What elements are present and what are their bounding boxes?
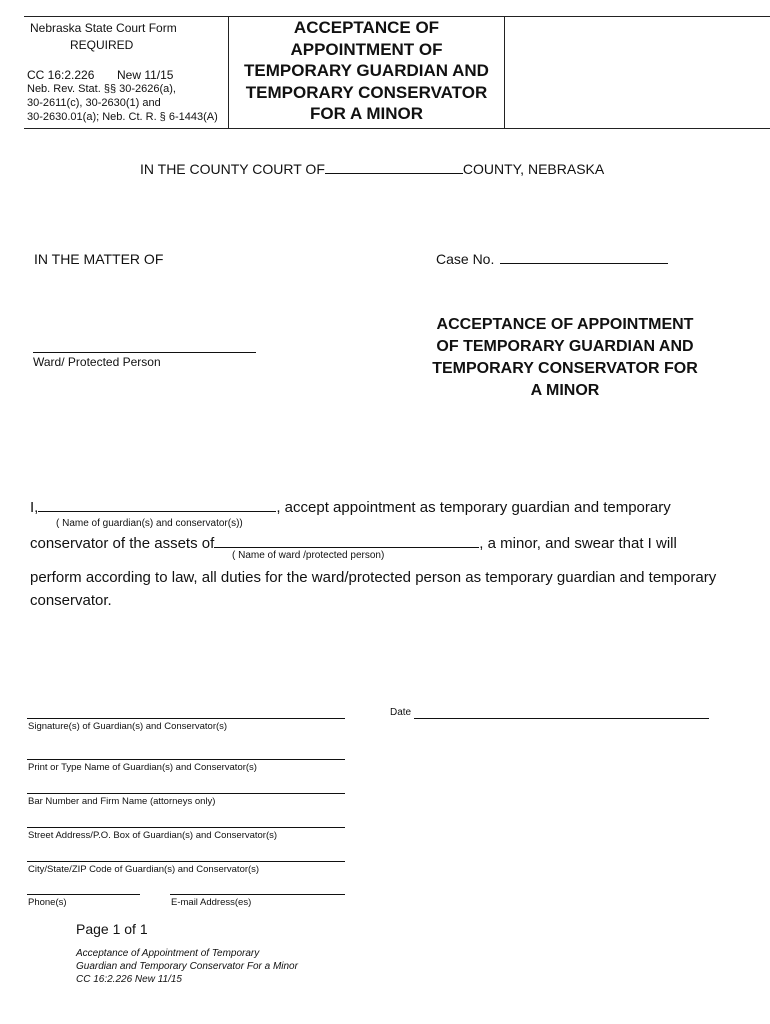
- header-title-line2: APPOINTMENT OF: [290, 40, 443, 59]
- statutes-line3: 30-2630.01(a); Neb. Ct. R. § 6-1443(A): [27, 111, 218, 123]
- ward-label: Ward/ Protected Person: [33, 355, 161, 369]
- body-line4: conservator.: [30, 592, 112, 609]
- doc-title-line3: TEMPORARY CONSERVATOR FOR: [432, 360, 698, 377]
- body-line3: perform according to law, all duties for the ward/protected person as temporary guardian and temporary: [30, 569, 717, 586]
- accept-text: , accept appointment as temporary guardian and temporary: [276, 499, 671, 516]
- date-label: Date: [390, 707, 412, 718]
- required-label: REQUIRED: [70, 38, 134, 52]
- doc-title-line1: ACCEPTANCE OF APPOINTMENT: [436, 316, 694, 333]
- bar-number-line[interactable]: [27, 793, 345, 794]
- court-suffix: COUNTY, NEBRASKA: [462, 161, 605, 177]
- bar-number-label: Bar Number and Firm Name (attorneys only): [28, 796, 216, 807]
- phone-line[interactable]: [27, 894, 140, 895]
- footer-line1: Acceptance of Appointment of Temporary: [76, 948, 260, 959]
- case-number: [436, 249, 668, 267]
- form-org: Nebraska State Court Form: [30, 21, 177, 35]
- assets-prefix: conservator of the assets of: [30, 535, 215, 552]
- page-number: Page 1 of 1: [76, 921, 148, 937]
- county-field[interactable]: [325, 159, 463, 174]
- footer-line2: Guardian and Temporary Conservator For a Minor: [76, 961, 298, 972]
- matter-of: IN THE MATTER OF: [34, 251, 164, 267]
- date-line[interactable]: [414, 718, 709, 719]
- statutes-line1: Neb. Rev. Stat. §§ 30-2626(a),: [27, 83, 176, 95]
- phone-label: Phone(s): [28, 897, 67, 908]
- header-bottom-rule: [24, 128, 770, 129]
- signature-line[interactable]: [27, 718, 345, 719]
- case-no-field[interactable]: [500, 249, 668, 264]
- doc-title-line4: A MINOR: [530, 382, 600, 399]
- form-version: New 11/15: [117, 68, 174, 82]
- signature-label: Signature(s) of Guardian(s) and Conservator(s): [28, 721, 228, 732]
- court-line: [140, 159, 604, 177]
- print-name-label: Print or Type Name of Guardian(s) and Conservator(s): [28, 762, 257, 773]
- city-state-zip-label: City/State/ZIP Code of Guardian(s) and Conservator(s): [28, 864, 260, 875]
- header-title-line4: TEMPORARY CONSERVATOR: [245, 83, 488, 102]
- email-label: E-mail Address(es): [171, 897, 252, 908]
- header-title-line3: TEMPORARY GUARDIAN AND: [244, 61, 489, 80]
- street-address-line[interactable]: [27, 827, 345, 828]
- city-state-zip-line[interactable]: [27, 861, 345, 862]
- i-prefix: I,: [30, 499, 39, 516]
- header-top-rule: [24, 16, 770, 17]
- doc-title-line2: OF TEMPORARY GUARDIAN AND: [436, 338, 694, 355]
- ward-name-field[interactable]: [214, 533, 479, 548]
- print-name-line[interactable]: [27, 759, 345, 760]
- header-title-line1: ACCEPTANCE OF: [293, 18, 440, 37]
- street-address-label: Street Address/P.O. Box of Guardian(s) and Conservator(s): [28, 830, 278, 841]
- ward-name-line[interactable]: [33, 352, 256, 353]
- court-prefix: IN THE COUNTY COURT OF: [140, 161, 325, 177]
- body-line1: [30, 497, 671, 516]
- ward-hint: ( Name of ward /protected person): [232, 550, 385, 561]
- statutes-line2: 30-2611(c), 30-2630(1) and: [27, 97, 161, 109]
- header-title-line5: FOR A MINOR: [309, 104, 423, 123]
- footer-line3: CC 16:2.226 New 11/15: [76, 974, 182, 985]
- minor-text: , a minor, and swear that I will: [479, 535, 677, 552]
- email-line[interactable]: [170, 894, 345, 895]
- guardian-hint: ( Name of guardian(s) and conservator(s)): [56, 518, 243, 529]
- guardian-name-field[interactable]: [38, 497, 276, 512]
- header-divider-right: [504, 16, 505, 129]
- case-no-label: Case No.: [436, 251, 495, 267]
- form-number: CC 16:2.226: [27, 68, 95, 82]
